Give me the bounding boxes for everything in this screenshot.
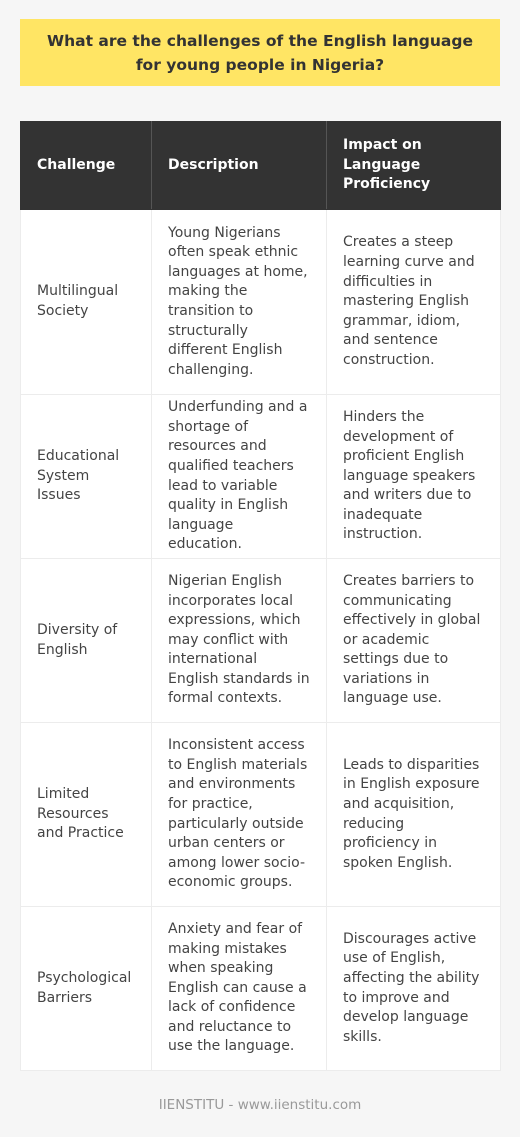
table-row [21, 907, 501, 1071]
cell-impact: Leads to disparities in English exposure and acquisition, reducing proficiency in spoken English. [327, 723, 501, 907]
cell-challenge: Educational System Issues [21, 395, 152, 559]
column-header-impact: Impact on Language Proficiency [327, 122, 501, 210]
cell-description: Underfunding and a shortage of resources and qualified teachers lead to variable quality in English language education. [152, 395, 327, 559]
table-row [21, 210, 501, 395]
cell-challenge: Multilingual Society [21, 210, 152, 395]
cell-impact: Creates a steep learning curve and difficulties in mastering English grammar, idiom, and sentence construction. [327, 210, 501, 395]
table-row [21, 723, 501, 907]
cell-description: Anxiety and fear of making mistakes when speaking English can cause a lack of confidence and reluctance to use the language. [152, 907, 327, 1071]
cell-description: Nigerian English incorporates local expressions, which may conflict with international English standards in formal contexts. [152, 559, 327, 723]
cell-description: Inconsistent access to English materials and environments for practice, particularly outside urban centers or among lower socio-economic groups. [152, 723, 327, 907]
challenges-table [20, 121, 501, 1071]
page-title: What are the challenges of the English language for young people in Nigeria? [47, 31, 473, 74]
column-header-description: Description [152, 122, 327, 210]
cell-challenge: Limited Resources and Practice [21, 723, 152, 907]
cell-description: Young Nigerians often speak ethnic languages at home, making the transition to structurally different English challenging. [152, 210, 327, 395]
cell-challenge: Psychological Barriers [21, 907, 152, 1071]
cell-impact: Creates barriers to communicating effectively in global or academic settings due to variations in language use. [327, 559, 501, 723]
cell-impact: Hinders the development of proficient English language speakers and writers due to inadequate instruction. [327, 395, 501, 559]
table-header-row [21, 122, 501, 210]
table-row [21, 395, 501, 559]
table-row [21, 559, 501, 723]
cell-challenge: Diversity of English [21, 559, 152, 723]
title-banner [20, 19, 500, 86]
column-header-challenge: Challenge [21, 122, 152, 210]
cell-impact: Discourages active use of English, affecting the ability to improve and develop language skills. [327, 907, 501, 1071]
footer-credit: IIENSTITU - www.iienstitu.com [158, 1097, 362, 1113]
